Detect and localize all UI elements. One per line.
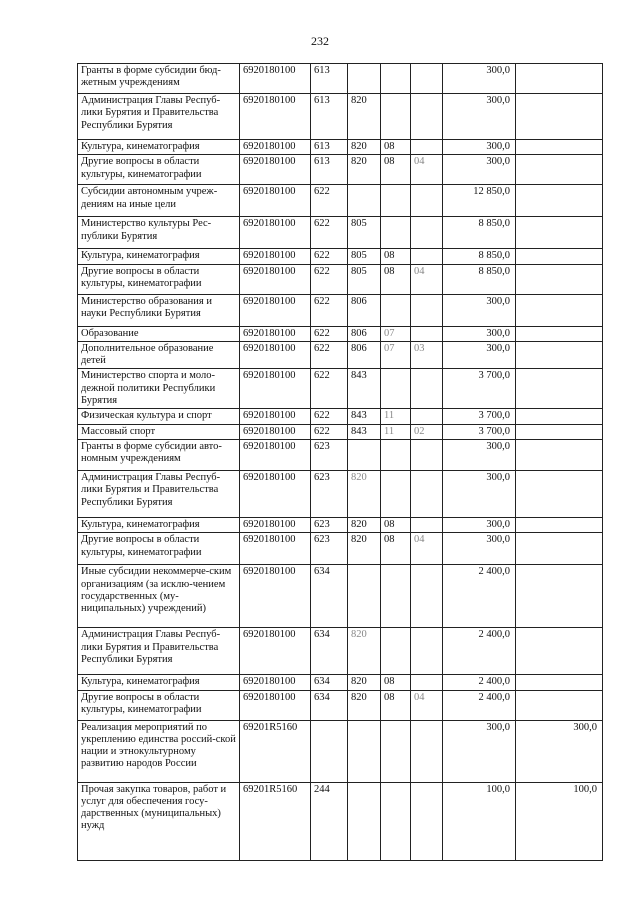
subsection-cell: 02 xyxy=(411,424,443,439)
item-name-cell: Администрация Главы Респуб-лики Бурятия и Правительства Республики Бурятия xyxy=(78,470,240,517)
item-name-cell: Гранты в форме субсидии авто-номным учреждениям xyxy=(78,439,240,470)
amount-cell: 2 400,0 xyxy=(443,565,516,628)
amount-cell: 100,0 xyxy=(443,782,516,860)
amount-2-cell xyxy=(516,628,603,675)
section-cell: 08 xyxy=(381,675,411,690)
table-row xyxy=(78,720,603,782)
department-cell: 820 xyxy=(348,155,381,185)
department-cell: 805 xyxy=(348,249,381,264)
expense-type-cell: 622 xyxy=(311,249,348,264)
table-row xyxy=(78,675,603,690)
amount-2-cell xyxy=(516,155,603,185)
target-code-cell: 6920180100 xyxy=(240,217,311,249)
amount-cell: 2 400,0 xyxy=(443,628,516,675)
expense-type-cell: 613 xyxy=(311,64,348,94)
section-cell xyxy=(381,470,411,517)
target-code-cell: 6920180100 xyxy=(240,470,311,517)
department-cell: 820 xyxy=(348,470,381,517)
subsection-cell: 04 xyxy=(411,690,443,720)
subsection-cell xyxy=(411,64,443,94)
subsection-cell xyxy=(411,782,443,860)
department-cell: 805 xyxy=(348,217,381,249)
expense-type-cell: 622 xyxy=(311,326,348,341)
target-code-cell: 6920180100 xyxy=(240,185,311,217)
amount-cell: 2 400,0 xyxy=(443,675,516,690)
section-cell xyxy=(381,64,411,94)
table-row xyxy=(78,369,603,409)
amount-2-cell xyxy=(516,341,603,369)
department-cell xyxy=(348,782,381,860)
expense-type-cell: 622 xyxy=(311,341,348,369)
amount-2-cell xyxy=(516,326,603,341)
table-row xyxy=(78,249,603,264)
amount-2-cell: 300,0 xyxy=(516,720,603,782)
target-code-cell: 6920180100 xyxy=(240,424,311,439)
department-cell: 820 xyxy=(348,628,381,675)
amount-cell: 3 700,0 xyxy=(443,369,516,409)
section-cell: 11 xyxy=(381,424,411,439)
target-code-cell: 6920180100 xyxy=(240,140,311,155)
amount-cell: 300,0 xyxy=(443,341,516,369)
item-name-cell: Иные субсидии некоммерче-ским организациям (за исклю-чением государственных (му-ниципальных) учреждений) xyxy=(78,565,240,628)
expense-type-cell: 622 xyxy=(311,217,348,249)
item-name-cell: Администрация Главы Респуб-лики Бурятия и Правительства Республики Бурятия xyxy=(78,628,240,675)
amount-cell: 2 400,0 xyxy=(443,690,516,720)
target-code-cell: 6920180100 xyxy=(240,533,311,565)
subsection-cell: 04 xyxy=(411,264,443,294)
section-cell xyxy=(381,369,411,409)
item-name-cell: Министерство образования и науки Республики Бурятия xyxy=(78,294,240,326)
section-cell: 07 xyxy=(381,341,411,369)
department-cell xyxy=(348,565,381,628)
amount-2-cell xyxy=(516,369,603,409)
table-row xyxy=(78,470,603,517)
table-row xyxy=(78,517,603,532)
table-row xyxy=(78,140,603,155)
table-row xyxy=(78,326,603,341)
target-code-cell: 6920180100 xyxy=(240,155,311,185)
target-code-cell: 6920180100 xyxy=(240,409,311,424)
subsection-cell xyxy=(411,628,443,675)
amount-2-cell xyxy=(516,94,603,140)
target-code-cell: 6920180100 xyxy=(240,675,311,690)
amount-2-cell xyxy=(516,217,603,249)
subsection-cell: 04 xyxy=(411,533,443,565)
subsection-cell xyxy=(411,326,443,341)
section-cell: 08 xyxy=(381,140,411,155)
table-row xyxy=(78,628,603,675)
table-row xyxy=(78,155,603,185)
expense-type-cell: 622 xyxy=(311,409,348,424)
amount-2-cell xyxy=(516,264,603,294)
table-row xyxy=(78,533,603,565)
expense-type-cell: 613 xyxy=(311,140,348,155)
subsection-cell: 03 xyxy=(411,341,443,369)
department-cell: 843 xyxy=(348,369,381,409)
subsection-cell xyxy=(411,294,443,326)
target-code-cell: 6920180100 xyxy=(240,517,311,532)
item-name-cell: Администрация Главы Респуб-лики Бурятия и Правительства Республики Бурятия xyxy=(78,94,240,140)
subsection-cell xyxy=(411,217,443,249)
department-cell: 843 xyxy=(348,424,381,439)
expense-type-cell: 622 xyxy=(311,369,348,409)
item-name-cell: Массовый спорт xyxy=(78,424,240,439)
table-row xyxy=(78,782,603,860)
expense-type-cell: 634 xyxy=(311,628,348,675)
target-code-cell: 6920180100 xyxy=(240,264,311,294)
amount-cell: 300,0 xyxy=(443,326,516,341)
amount-2-cell xyxy=(516,517,603,532)
subsection-cell xyxy=(411,470,443,517)
section-cell xyxy=(381,565,411,628)
item-name-cell: Дополнительное образование детей xyxy=(78,341,240,369)
amount-cell: 8 850,0 xyxy=(443,249,516,264)
table-row xyxy=(78,341,603,369)
table-row xyxy=(78,409,603,424)
department-cell xyxy=(348,64,381,94)
item-name-cell: Культура, кинематография xyxy=(78,675,240,690)
item-name-cell: Другие вопросы в области культуры, кинематографии xyxy=(78,533,240,565)
expense-type-cell xyxy=(311,720,348,782)
expense-type-cell: 623 xyxy=(311,439,348,470)
amount-2-cell xyxy=(516,439,603,470)
target-code-cell: 6920180100 xyxy=(240,294,311,326)
amount-cell: 8 850,0 xyxy=(443,264,516,294)
section-cell xyxy=(381,628,411,675)
table-row xyxy=(78,294,603,326)
table-row xyxy=(78,217,603,249)
amount-2-cell xyxy=(516,64,603,94)
target-code-cell: 6920180100 xyxy=(240,249,311,264)
department-cell xyxy=(348,439,381,470)
item-name-cell: Субсидии автономным учреж-дениям на иные цели xyxy=(78,185,240,217)
subsection-cell xyxy=(411,517,443,532)
amount-cell: 300,0 xyxy=(443,140,516,155)
expense-type-cell: 634 xyxy=(311,675,348,690)
target-code-cell: 6920180100 xyxy=(240,64,311,94)
table-row xyxy=(78,185,603,217)
item-name-cell: Министерство культуры Рес-публики Бурятия xyxy=(78,217,240,249)
department-cell: 806 xyxy=(348,326,381,341)
department-cell: 820 xyxy=(348,533,381,565)
section-cell xyxy=(381,94,411,140)
amount-cell: 300,0 xyxy=(443,64,516,94)
target-code-cell: 6920180100 xyxy=(240,326,311,341)
amount-cell: 12 850,0 xyxy=(443,185,516,217)
amount-cell: 3 700,0 xyxy=(443,424,516,439)
amount-2-cell xyxy=(516,140,603,155)
target-code-cell: 69201R5160 xyxy=(240,720,311,782)
amount-cell: 300,0 xyxy=(443,517,516,532)
subsection-cell xyxy=(411,675,443,690)
section-cell xyxy=(381,217,411,249)
department-cell xyxy=(348,185,381,217)
section-cell: 08 xyxy=(381,249,411,264)
item-name-cell: Гранты в форме субсидии бюд-жетным учреждениям xyxy=(78,64,240,94)
expense-type-cell: 634 xyxy=(311,565,348,628)
table-row xyxy=(78,64,603,94)
page-number: 232 xyxy=(311,34,329,48)
subsection-cell xyxy=(411,409,443,424)
item-name-cell: Другие вопросы в области культуры, кинематографии xyxy=(78,690,240,720)
amount-cell: 3 700,0 xyxy=(443,409,516,424)
section-cell xyxy=(381,439,411,470)
amount-2-cell xyxy=(516,424,603,439)
expense-type-cell: 613 xyxy=(311,94,348,140)
amount-cell: 300,0 xyxy=(443,470,516,517)
department-cell: 806 xyxy=(348,294,381,326)
target-code-cell: 6920180100 xyxy=(240,341,311,369)
amount-2-cell xyxy=(516,565,603,628)
expense-type-cell: 623 xyxy=(311,517,348,532)
item-name-cell: Культура, кинематография xyxy=(78,140,240,155)
expense-type-cell: 623 xyxy=(311,533,348,565)
item-name-cell: Культура, кинематография xyxy=(78,517,240,532)
expense-type-cell: 622 xyxy=(311,294,348,326)
budget-table xyxy=(77,63,603,861)
department-cell xyxy=(348,720,381,782)
target-code-cell: 6920180100 xyxy=(240,565,311,628)
item-name-cell: Физическая культура и спорт xyxy=(78,409,240,424)
item-name-cell: Прочая закупка товаров, работ и услуг для обеспечения госу-дарственных (муниципальных) нужд xyxy=(78,782,240,860)
target-code-cell: 6920180100 xyxy=(240,690,311,720)
section-cell: 08 xyxy=(381,155,411,185)
amount-2-cell xyxy=(516,294,603,326)
amount-2-cell xyxy=(516,249,603,264)
amount-cell: 300,0 xyxy=(443,720,516,782)
subsection-cell xyxy=(411,140,443,155)
target-code-cell: 69201R5160 xyxy=(240,782,311,860)
expense-type-cell: 622 xyxy=(311,424,348,439)
expense-type-cell: 623 xyxy=(311,470,348,517)
section-cell: 08 xyxy=(381,533,411,565)
item-name-cell: Другие вопросы в области культуры, кинематографии xyxy=(78,264,240,294)
amount-2-cell xyxy=(516,470,603,517)
subsection-cell xyxy=(411,369,443,409)
department-cell: 820 xyxy=(348,517,381,532)
table-row xyxy=(78,424,603,439)
item-name-cell: Реализация мероприятий по укреплению единства россий-ской нации и этнокультурному развитию народов России xyxy=(78,720,240,782)
table-row xyxy=(78,439,603,470)
section-cell xyxy=(381,720,411,782)
amount-cell: 300,0 xyxy=(443,294,516,326)
amount-cell: 300,0 xyxy=(443,155,516,185)
target-code-cell: 6920180100 xyxy=(240,369,311,409)
department-cell: 806 xyxy=(348,341,381,369)
expense-type-cell: 622 xyxy=(311,264,348,294)
department-cell: 820 xyxy=(348,94,381,140)
expense-type-cell: 613 xyxy=(311,155,348,185)
item-name-cell: Министерство спорта и моло-дежной политики Республики Бурятия xyxy=(78,369,240,409)
amount-2-cell: 100,0 xyxy=(516,782,603,860)
subsection-cell: 04 xyxy=(411,155,443,185)
subsection-cell xyxy=(411,185,443,217)
item-name-cell: Образование xyxy=(78,326,240,341)
item-name-cell: Культура, кинематография xyxy=(78,249,240,264)
amount-cell: 300,0 xyxy=(443,94,516,140)
amount-2-cell xyxy=(516,185,603,217)
table-body xyxy=(78,64,603,861)
item-name-cell: Другие вопросы в области культуры, кинематографии xyxy=(78,155,240,185)
amount-2-cell xyxy=(516,675,603,690)
subsection-cell xyxy=(411,249,443,264)
section-cell xyxy=(381,185,411,217)
expense-type-cell: 244 xyxy=(311,782,348,860)
table-row xyxy=(78,264,603,294)
expense-type-cell: 634 xyxy=(311,690,348,720)
amount-2-cell xyxy=(516,409,603,424)
department-cell: 805 xyxy=(348,264,381,294)
table-row xyxy=(78,565,603,628)
target-code-cell: 6920180100 xyxy=(240,628,311,675)
amount-cell: 8 850,0 xyxy=(443,217,516,249)
section-cell: 08 xyxy=(381,690,411,720)
department-cell: 820 xyxy=(348,140,381,155)
expense-type-cell: 622 xyxy=(311,185,348,217)
target-code-cell: 6920180100 xyxy=(240,94,311,140)
amount-2-cell xyxy=(516,690,603,720)
section-cell: 07 xyxy=(381,326,411,341)
table-row xyxy=(78,690,603,720)
section-cell: 11 xyxy=(381,409,411,424)
section-cell: 08 xyxy=(381,264,411,294)
subsection-cell xyxy=(411,565,443,628)
department-cell: 820 xyxy=(348,675,381,690)
subsection-cell xyxy=(411,94,443,140)
section-cell xyxy=(381,294,411,326)
target-code-cell: 6920180100 xyxy=(240,439,311,470)
amount-2-cell xyxy=(516,533,603,565)
section-cell: 08 xyxy=(381,517,411,532)
amount-cell: 300,0 xyxy=(443,439,516,470)
subsection-cell xyxy=(411,439,443,470)
amount-cell: 300,0 xyxy=(443,533,516,565)
section-cell xyxy=(381,782,411,860)
subsection-cell xyxy=(411,720,443,782)
table-row xyxy=(78,94,603,140)
department-cell: 843 xyxy=(348,409,381,424)
department-cell: 820 xyxy=(348,690,381,720)
